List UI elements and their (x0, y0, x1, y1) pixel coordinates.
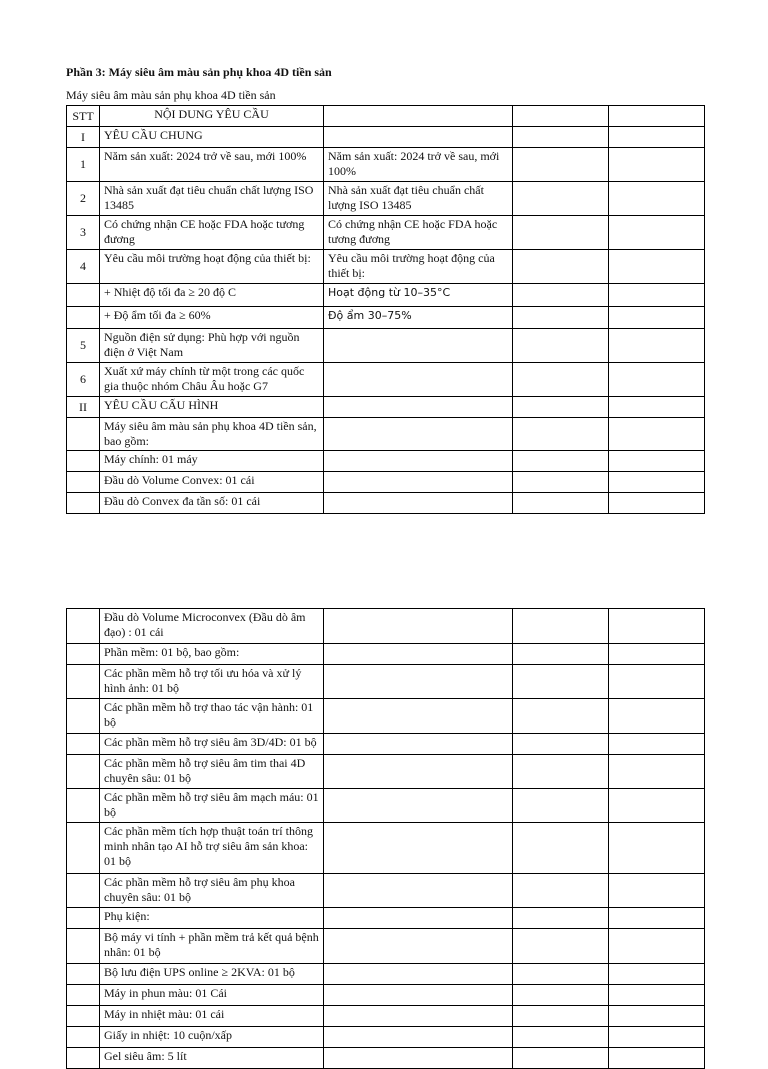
column-5-cell (609, 472, 705, 493)
requirement-cell: Các phần mềm hỗ trợ thao tác vận hành: 01 bộ (100, 699, 324, 734)
column-4-cell (513, 609, 609, 644)
requirement-cell: Bộ lưu điện UPS online ≥ 2KVA: 01 bộ (100, 964, 324, 985)
stt-cell (67, 985, 100, 1006)
table-row (67, 964, 705, 985)
column-4-cell (513, 451, 609, 472)
column-4-cell (513, 493, 609, 514)
column-4-cell (513, 908, 609, 929)
requirement-cell: Gel siêu âm: 5 lít (100, 1048, 324, 1069)
column-4-cell (513, 148, 609, 182)
table-row (67, 908, 705, 929)
column-5-cell (609, 929, 705, 964)
offer-cell (324, 1027, 513, 1048)
table-row (67, 734, 705, 755)
table-row (67, 307, 705, 329)
offer-cell (324, 665, 513, 699)
table-row (67, 329, 705, 363)
requirement-cell: Đầu dò Convex đa tần số: 01 cái (100, 493, 324, 514)
column-4-cell (513, 307, 609, 329)
stt-cell: II (67, 397, 100, 418)
offer-cell (324, 493, 513, 514)
requirement-cell: Đầu dò Volume Microconvex (Đầu dò âm đạo) : 01 cái (100, 609, 324, 644)
column-5-cell (609, 148, 705, 182)
column-5-cell (609, 985, 705, 1006)
offer-cell (324, 1006, 513, 1027)
table-row (67, 929, 705, 964)
table-row (67, 665, 705, 699)
table-row (67, 823, 705, 874)
stt-cell (67, 1048, 100, 1069)
column-5-cell (609, 329, 705, 363)
requirement-cell: Xuất xứ máy chính từ một trong các quốc gia thuộc nhóm Châu Âu hoặc G7 (100, 363, 324, 397)
column-5-cell (609, 699, 705, 734)
stt-cell (67, 874, 100, 908)
column-5-cell (609, 755, 705, 789)
offer-cell (324, 874, 513, 908)
table-row (67, 182, 705, 216)
column-5-cell (609, 665, 705, 699)
stt-cell (67, 493, 100, 514)
offer-cell: Năm sản xuất: 2024 trở về sau, mới 100% (324, 148, 513, 182)
requirements-table-part-1 (66, 105, 705, 514)
stt-cell (67, 964, 100, 985)
table-row (67, 472, 705, 493)
stt-cell (67, 908, 100, 929)
requirement-cell: Nguồn điện sử dụng: Phù hợp với nguồn điện ở Việt Nam (100, 329, 324, 363)
requirement-cell: Các phần mềm hỗ trợ tối ưu hóa và xử lý hình ảnh: 01 bộ (100, 665, 324, 699)
column-5-cell (609, 250, 705, 284)
table-row (67, 418, 705, 451)
stt-cell (67, 418, 100, 451)
offer-cell: Hoạt động từ 10–35°C (324, 284, 513, 307)
column-4-cell (513, 284, 609, 307)
column-5-cell (609, 823, 705, 874)
column-4-cell (513, 985, 609, 1006)
offer-cell (324, 699, 513, 734)
stt-cell (67, 665, 100, 699)
requirement-cell: YÊU CẦU CẤU HÌNH (100, 397, 324, 418)
stt-cell: 1 (67, 148, 100, 182)
offer-cell: Độ ẩm 30–75% (324, 307, 513, 329)
section-heading: Phần 3: Máy siêu âm màu sản phụ khoa 4D tiền sản (66, 65, 332, 79)
column-4-cell (513, 216, 609, 250)
offer-cell (324, 964, 513, 985)
column-4-cell (513, 397, 609, 418)
requirement-cell: Các phần mềm hỗ trợ siêu âm phụ khoa chuyên sâu: 01 bộ (100, 874, 324, 908)
requirement-cell: YÊU CẦU CHUNG (100, 127, 324, 148)
offer-cell (324, 985, 513, 1006)
requirement-cell: Các phần mềm hỗ trợ siêu âm mạch máu: 01 bộ (100, 789, 324, 823)
requirement-cell: Máy in nhiệt màu: 01 cái (100, 1006, 324, 1027)
offer-cell: Nhà sản xuất đạt tiêu chuẩn chất lượng ISO 13485 (324, 182, 513, 216)
stt-cell: 5 (67, 329, 100, 363)
offer-cell (324, 329, 513, 363)
table-row (67, 644, 705, 665)
stt-cell: STT (67, 106, 100, 127)
stt-cell (67, 929, 100, 964)
stt-cell: 2 (67, 182, 100, 216)
requirement-cell: Đầu dò Volume Convex: 01 cái (100, 472, 324, 493)
column-5-cell (609, 964, 705, 985)
table-row (67, 250, 705, 284)
requirement-cell: NỘI DUNG YÊU CẦU (100, 106, 324, 127)
column-5-cell (609, 874, 705, 908)
column-4-cell (513, 1048, 609, 1069)
offer-cell (324, 127, 513, 148)
offer-cell (324, 734, 513, 755)
column-4-cell (513, 106, 609, 127)
column-5-cell (609, 307, 705, 329)
table-row (67, 127, 705, 148)
column-4-cell (513, 127, 609, 148)
column-4-cell (513, 874, 609, 908)
table-row (67, 789, 705, 823)
column-5-cell (609, 609, 705, 644)
column-4-cell (513, 823, 609, 874)
requirement-cell: Nhà sản xuất đạt tiêu chuẩn chất lượng ISO 13485 (100, 182, 324, 216)
column-4-cell (513, 964, 609, 985)
requirement-cell: Phụ kiện: (100, 908, 324, 929)
requirement-cell: Bộ máy vi tính + phần mềm trả kết quả bệnh nhân: 01 bộ (100, 929, 324, 964)
stt-cell (67, 609, 100, 644)
requirement-cell: Các phần mềm hỗ trợ siêu âm 3D/4D: 01 bộ (100, 734, 324, 755)
table-caption: Máy siêu âm màu sản phụ khoa 4D tiền sản (66, 88, 276, 102)
table-row (67, 451, 705, 472)
offer-cell (324, 908, 513, 929)
column-4-cell (513, 755, 609, 789)
table-row (67, 1006, 705, 1027)
stt-cell: 3 (67, 216, 100, 250)
table-row (67, 609, 705, 644)
column-4-cell (513, 182, 609, 216)
column-4-cell (513, 1027, 609, 1048)
table-row (67, 216, 705, 250)
column-4-cell (513, 644, 609, 665)
stt-cell (67, 284, 100, 307)
column-5-cell (609, 644, 705, 665)
offer-cell (324, 106, 513, 127)
stt-cell (67, 699, 100, 734)
column-5-cell (609, 418, 705, 451)
requirement-cell: Các phần mềm hỗ trợ siêu âm tim thai 4D chuyên sâu: 01 bộ (100, 755, 324, 789)
stt-cell (67, 734, 100, 755)
offer-cell (324, 755, 513, 789)
stt-cell (67, 1027, 100, 1048)
column-4-cell (513, 472, 609, 493)
requirement-cell: Máy in phun màu: 01 Cái (100, 985, 324, 1006)
stt-cell: 4 (67, 250, 100, 284)
offer-cell: Có chứng nhận CE hoặc FDA hoặc tương đương (324, 216, 513, 250)
table-row (67, 148, 705, 182)
offer-cell (324, 418, 513, 451)
column-4-cell (513, 329, 609, 363)
offer-cell (324, 472, 513, 493)
column-5-cell (609, 451, 705, 472)
stt-cell (67, 644, 100, 665)
column-4-cell (513, 363, 609, 397)
column-4-cell (513, 665, 609, 699)
requirement-cell: + Độ ẩm tối đa ≥ 60% (100, 307, 324, 329)
table-row (67, 363, 705, 397)
stt-cell (67, 472, 100, 493)
requirement-cell: Năm sản xuất: 2024 trở về sau, mới 100% (100, 148, 324, 182)
table-row (67, 397, 705, 418)
column-5-cell (609, 1027, 705, 1048)
stt-cell (67, 755, 100, 789)
column-5-cell (609, 908, 705, 929)
table-row (67, 493, 705, 514)
column-4-cell (513, 1006, 609, 1027)
stt-cell (67, 451, 100, 472)
column-5-cell (609, 397, 705, 418)
table-row (67, 284, 705, 307)
column-5-cell (609, 1006, 705, 1027)
table-row (67, 1048, 705, 1069)
column-5-cell (609, 493, 705, 514)
requirement-cell: Máy chính: 01 máy (100, 451, 324, 472)
requirement-cell: Phần mềm: 01 bộ, bao gồm: (100, 644, 324, 665)
column-5-cell (609, 734, 705, 755)
stt-cell (67, 789, 100, 823)
table-row (67, 755, 705, 789)
column-4-cell (513, 699, 609, 734)
offer-cell (324, 823, 513, 874)
stt-cell (67, 1006, 100, 1027)
requirement-cell: Giấy in nhiệt: 10 cuộn/xấp (100, 1027, 324, 1048)
stt-cell: I (67, 127, 100, 148)
column-4-cell (513, 929, 609, 964)
column-5-cell (609, 127, 705, 148)
offer-cell (324, 789, 513, 823)
offer-cell (324, 1048, 513, 1069)
requirement-cell: Có chứng nhận CE hoặc FDA hoặc tương đương (100, 216, 324, 250)
stt-cell (67, 823, 100, 874)
offer-cell (324, 609, 513, 644)
column-4-cell (513, 734, 609, 755)
column-5-cell (609, 789, 705, 823)
column-4-cell (513, 789, 609, 823)
column-5-cell (609, 182, 705, 216)
column-5-cell (609, 363, 705, 397)
column-5-cell (609, 284, 705, 307)
column-5-cell (609, 1048, 705, 1069)
column-4-cell (513, 250, 609, 284)
offer-cell: Yêu cầu môi trường hoạt động của thiết bị: (324, 250, 513, 284)
offer-cell (324, 397, 513, 418)
offer-cell (324, 929, 513, 964)
requirement-cell: Máy siêu âm màu sản phụ khoa 4D tiền sản, bao gồm: (100, 418, 324, 451)
table-row (67, 699, 705, 734)
stt-cell: 6 (67, 363, 100, 397)
requirement-cell: Yêu cầu môi trường hoạt động của thiết bị: (100, 250, 324, 284)
requirement-cell: Các phần mềm tích hợp thuật toán trí thông minh nhân tạo AI hỗ trợ siêu âm sản khoa: 01 bộ (100, 823, 324, 874)
requirement-cell: + Nhiệt độ tối đa ≥ 20 độ C (100, 284, 324, 307)
table-row (67, 1027, 705, 1048)
offer-cell (324, 451, 513, 472)
table-row (67, 985, 705, 1006)
offer-cell (324, 363, 513, 397)
requirements-table-part-2 (66, 608, 705, 1069)
table-row (67, 874, 705, 908)
table-header-row (67, 106, 705, 127)
stt-cell (67, 307, 100, 329)
column-5-cell (609, 106, 705, 127)
column-4-cell (513, 418, 609, 451)
offer-cell (324, 644, 513, 665)
column-5-cell (609, 216, 705, 250)
